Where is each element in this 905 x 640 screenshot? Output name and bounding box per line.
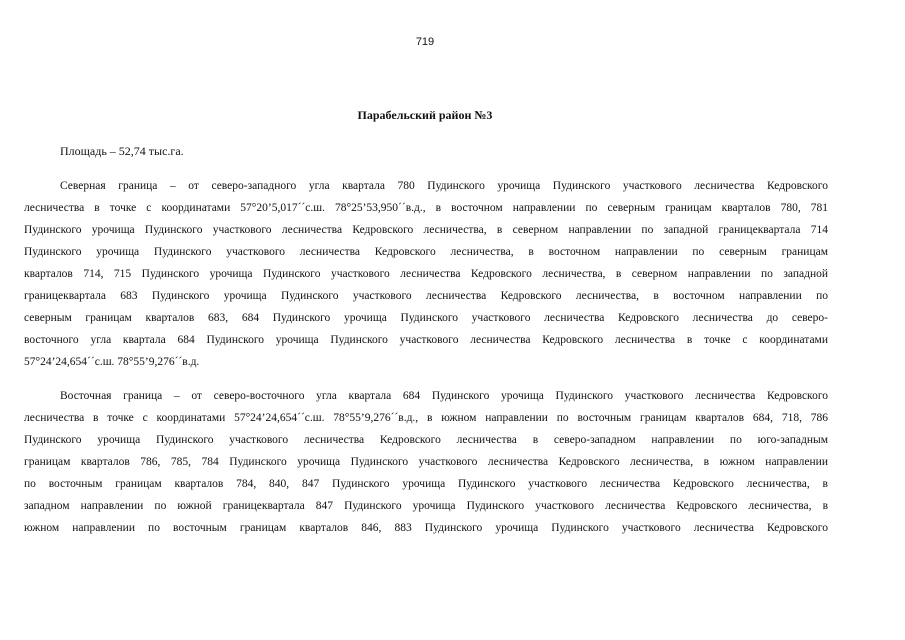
north-boundary-line: 57°24’24,654´´с.ш. 78°55’9,276´´в.д.	[24, 356, 200, 368]
east-boundary-line: западном направлении по южной границеквартала 847 Пудинского урочища Пудинского участкового лесничества Кедровского лесничества, в	[24, 500, 828, 512]
east-boundary-line: по восточным границам кварталов 784, 840, 847 Пудинского урочища Пудинского участкового лесничества Кедровского лесничества, в	[24, 478, 828, 490]
north-boundary-line: границеквартала 683 Пудинского урочища Пудинского участкового лесничества Кедровского лесничества, в восточном направлении по	[24, 290, 828, 302]
north-boundary-line: Северная граница – от северо-западного угла квартала 780 Пудинского урочища Пудинского участкового лесничества Кедровского	[60, 180, 828, 192]
north-boundary-line: Пудинского урочища Пудинского участкового лесничества Кедровского лесничества, в северном направлении по западной границеквартала 714	[24, 224, 828, 236]
east-boundary-line: лесничества в точке с координатами 57°24’24,654´´с.ш. 78°55’9,276´´в.д., в южном направлении по восточным границам кварталов 684, 718, 786	[24, 412, 828, 424]
north-boundary-line: северным границам кварталов 683, 684 Пудинского урочища Пудинского участкового лесничества Кедровского лесничества до северо-	[24, 312, 828, 324]
area-statement: Площадь – 52,74 тыс.га.	[60, 144, 184, 158]
north-boundary-line: восточного угла квартала 684 Пудинского урочища Пудинского участкового лесничества Кедровского лесничества в точке с координатами	[24, 334, 828, 346]
north-boundary-paragraph	[24, 175, 828, 373]
east-boundary-line: Восточная граница – от северо-восточного угла квартала 684 Пудинского урочища Пудинского участкового лесничества Кедровского	[60, 390, 828, 402]
east-boundary-line: Пудинского урочища Пудинского участкового лесничества Кедровского лесничества в северо-западном направлении по юго-западным	[24, 434, 828, 446]
north-boundary-line: кварталов 714, 715 Пудинского урочища Пудинского участкового лесничества Кедровского лесничества, в северном направлении по западной	[24, 268, 828, 280]
east-boundary-line: южном направлении по восточным границам кварталов 846, 883 Пудинского урочища Пудинского участкового лесничества Кедровского	[24, 522, 828, 534]
east-boundary-paragraph	[24, 385, 828, 539]
north-boundary-line: Пудинского урочища Пудинского участкового лесничества Кедровского лесничества, в восточном направлении по северным границам	[24, 246, 828, 258]
page-number: 719	[415, 36, 435, 48]
east-boundary-line: границам кварталов 786, 785, 784 Пудинского урочища Пудинского участкового лесничества Кедровского лесничества, в южном направлении	[24, 456, 828, 468]
north-boundary-line: лесничества в точке с координатами 57°20’5,017´´с.ш. 78°25’53,950´´в.д., в восточном направлении по северным границам кварталов 780, 781	[24, 202, 828, 214]
page-title: Парабельский район №3	[357, 108, 493, 122]
